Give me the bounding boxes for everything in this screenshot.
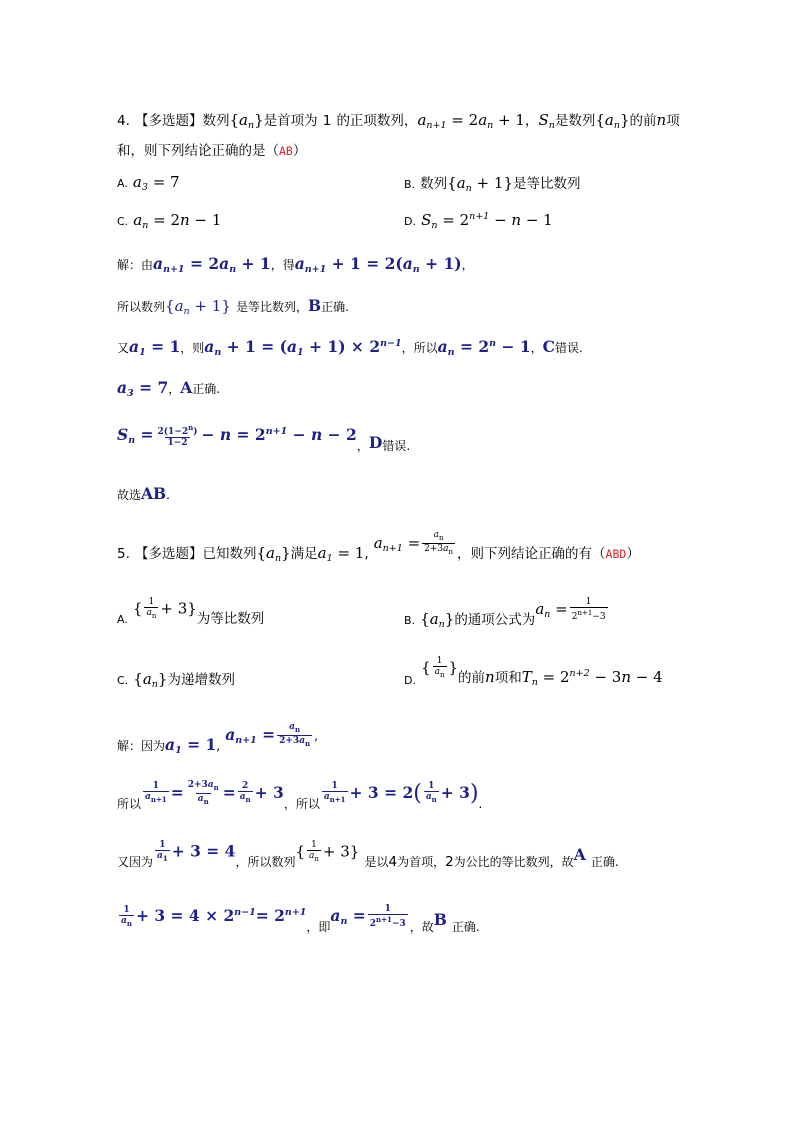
q5-option-a: $_{A.}$ { $\frac{1}{a_n}$ + $3\}_{为等比数列}$ bbox=[117, 597, 265, 628]
q4-option-b: B. 数列$\{a_n + 1\}$是等比数列 bbox=[404, 174, 581, 194]
q4-option-d: D. $S_n = 2^{n+1} - n - 1$ bbox=[404, 211, 553, 231]
sol5-line3: $_{又因为}$ $\frac{1}{a_1}$ + $3 = 4_{,所以数列}${ $\frac{1}{a_n}$ + 3} $_{是以4为首项,2为公比的等比数列,故}$A $_{正确.}$ bbox=[117, 840, 619, 871]
q4-stem-line2: 和，则下列结论正确的是（AB） bbox=[117, 143, 307, 159]
q4-number: 4. bbox=[117, 113, 130, 129]
q4-tag: 【多选题】 bbox=[134, 113, 203, 129]
sol4-line5: $S_n$ = $\frac{2(1-2^n)}{1-2}$ − $n = 2^{n+1} - n - 2_,D_{错误.}$ bbox=[117, 423, 411, 453]
q5-option-d: $_{D.}$ { $\frac{1}{a_n}$ }$_{的前}n_{项和}T_n = 2^{n+2} - 3n - 4$ bbox=[404, 656, 663, 689]
q4-recurrence: $a_{n+1} = 2a_n + 1$ bbox=[417, 111, 525, 131]
sol4-line1: 解：由$a_{n+1} = 2a_n + 1$，得$a_{n+1} + 1 = 2(a_n + 1)$， bbox=[117, 254, 474, 275]
sol4-final-answer: AB bbox=[141, 484, 167, 503]
sol5-line4: $\frac{1}{a_n}$ + $3 = 4 \times 2^{n-1}= 2^{n+1}_{,即}a_n$ = $\frac{1}{2^{n+1}-3}$ $_{,故}$B $_{正确.}$ bbox=[121, 904, 480, 934]
q4-answer: AB bbox=[279, 144, 293, 158]
sol5-line2: $_{所以}$ $\frac{1}{a_{n+1}}$ = $\frac{2+3a_n}{a_n}$ = $\frac{2}{a_n}$ + $3_{,所以}$ $\frac{1}{a_{n+1}}$ + 3 = 2( $\frac{1}{a_n}$ + $3)_.$ bbox=[117, 780, 483, 811]
q4-option-c: C. $a_n = 2n - 1$ bbox=[117, 211, 222, 231]
sol4-line6: 故选AB. bbox=[117, 484, 170, 503]
q5-option-c: C. $\{a_n\}$为递增数列 bbox=[117, 670, 235, 690]
sol5-line1: $_{解:因为}a_1 = 1_,$ $a_{n+1}$ = $\frac{a_n}{2+3a_n}$ , bbox=[117, 722, 318, 756]
sol4-line3: 又$a_1 = 1$，则$a_n + 1 = (a_1 + 1) \times 2^{n-1}$，所以$a_n = 2^n - 1$，C错误. bbox=[117, 337, 583, 358]
q4-option-a: A. $a_3 = 7$ bbox=[117, 173, 180, 193]
q5-option-b: $_{B.}$ $\{a_n\}_{的通项公式为}a_n$ = $\frac{1}{2^{n+1}-3}$ bbox=[404, 597, 606, 630]
sol4-line4: $a_3 = 7$，A正确. bbox=[117, 378, 221, 399]
sol4-line2: 所以数列$\{a_n + 1\}$ 是等比数列，B正确. bbox=[117, 296, 349, 317]
q4-stem-text: 数列 bbox=[202, 113, 230, 129]
q5-tag: 【多选题】 bbox=[134, 545, 203, 562]
q4-stem-line1: 4. 【多选题】数列$\{a_n\}$是首项为 1 的正项数列，$a_{n+1} = 2a_n + 1$，$S_n$是数列$\{a_n\}$的前n项 bbox=[117, 111, 680, 131]
q5-stem: 5. 【多选题】已知数列$\{a_n\}$满足$a_1 = 1$, $a_{n+1}$ = $\frac{a_n}{2+3a_n}$ ，则下列结论正确的有（ABD） bbox=[117, 530, 640, 564]
q5-number: 5. bbox=[117, 545, 130, 562]
q5-answer: ABD bbox=[605, 546, 627, 561]
